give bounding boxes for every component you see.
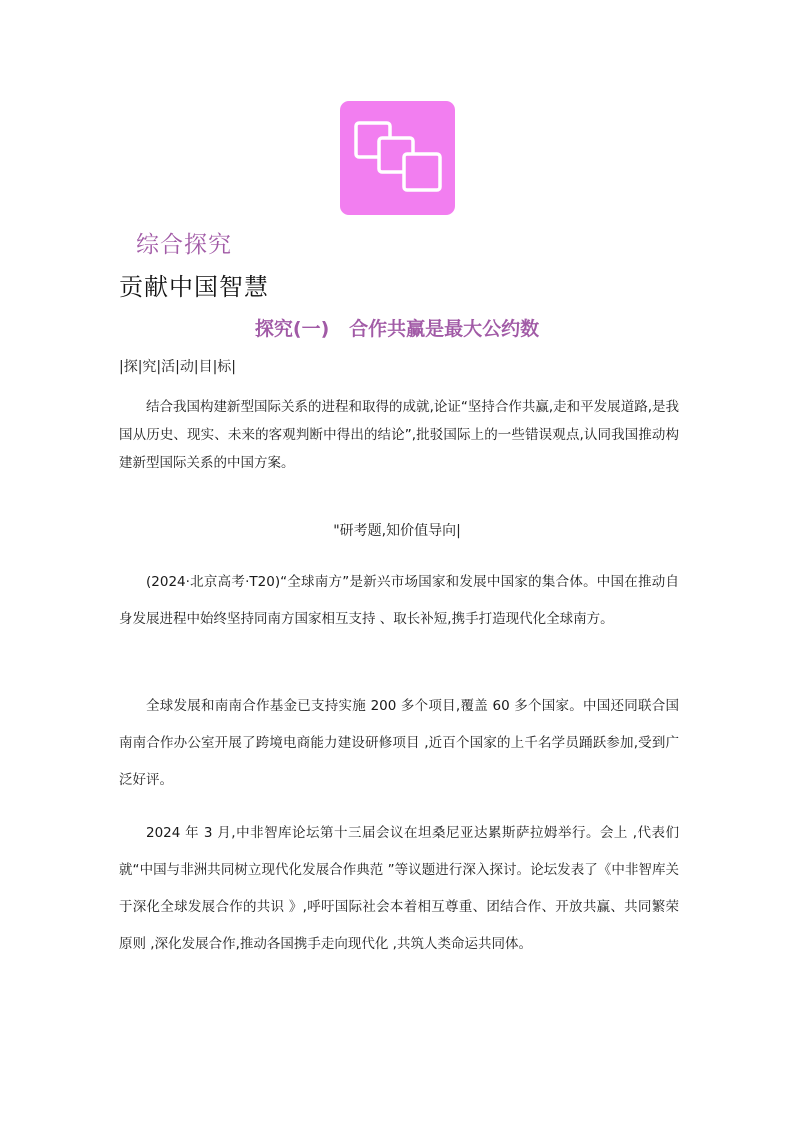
objectives-heading: |探|究|活|动|目|标|: [119, 359, 237, 375]
exam-paragraph-2: 全球发展和南南合作基金已支持实施 200 多个项目,覆盖 60 多个国家。中国还同联合国南南合作办公室开展了跨境电商能力建设研修项目 ,近百个国家的上千名学员踊跃参加,受到广泛好评。: [119, 698, 679, 788]
objectives-paragraph: 结合我国构建新型国际关系的进程和取得的成就,论证“坚持合作共赢,走和平发展道路,是我国从历史、现实、未来的客观判断中得出的结论”,批驳国际上的一些错误观点,认同我国推动构建新型国际关系的中国方案。: [119, 399, 679, 471]
document-title: 贡献中国智慧: [119, 273, 269, 301]
exam-paragraph-1: (2024·北京高考·T20)“全球南方”是新兴市场国家和发展中国家的集合体。中国在推动自身发展进程中始终坚持同南方国家相互支持 、取长补短,携手打造现代化全球南方。: [119, 574, 679, 627]
exam-paragraph-3: 2024 年 3 月,中非智库论坛第十三届会议在坦桑尼亚达累斯萨拉姆举行。会上 ,代表们就“中国与非洲共同树立现代化发展合作典范 ”等议题进行深入探讨。论坛发表了《中非智库关于深化全球发展合作的共识 》,呼吁国际社会本着相互尊重、团结合作、开放共赢、共同繁荣原则 ,深化发展合作,推动各国携手走向现代化 ,共筑人类命运共同体。: [119, 825, 679, 952]
inquiry-subtitle: 探究(一) 合作共赢是最大公约数: [254, 318, 540, 340]
overlapping-squares-icon: [340, 101, 455, 215]
section-label: 综合探究: [136, 232, 232, 258]
exam-heading: "研考题,知价值导向|: [333, 523, 461, 539]
chapter-logo: [340, 101, 455, 215]
